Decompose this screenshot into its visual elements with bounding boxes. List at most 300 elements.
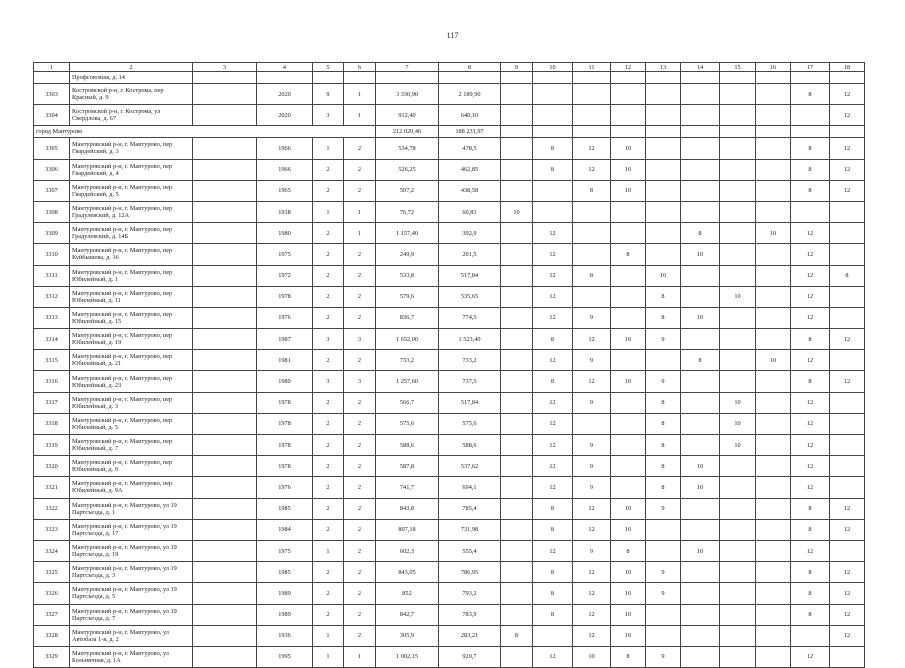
table-cell: 1975	[257, 244, 313, 265]
table-cell	[573, 286, 611, 307]
table-cell: 526,25	[376, 159, 439, 180]
table-cell	[720, 625, 756, 646]
table-cell: 2	[313, 307, 344, 328]
table-cell: 843,05	[376, 562, 439, 583]
table-cell: 9	[573, 540, 611, 561]
table-cell: 17	[791, 63, 830, 72]
table-cell	[681, 604, 720, 625]
table-cell: 3325	[34, 562, 70, 583]
table-cell: 1978	[257, 435, 313, 456]
table-cell	[756, 201, 791, 222]
table-row	[34, 646, 865, 667]
table-cell	[681, 159, 720, 180]
table-cell	[720, 604, 756, 625]
table-cell	[681, 84, 720, 105]
table-cell	[830, 435, 865, 456]
table-cell: Мантуровский р-н, г. Мантурово, ул 19 Партсъезда, д. 19	[70, 540, 193, 561]
table-cell	[501, 105, 533, 126]
table-cell	[611, 72, 646, 84]
table-cell: 8	[611, 244, 646, 265]
table-cell	[193, 540, 257, 561]
table-row	[34, 498, 865, 519]
table-cell	[830, 223, 865, 244]
table-cell	[756, 126, 791, 138]
table-cell: 8	[533, 138, 573, 159]
table-cell	[646, 72, 681, 84]
table-cell	[681, 583, 720, 604]
table-cell: 12	[533, 413, 573, 434]
table-cell: 12	[830, 604, 865, 625]
table-cell	[646, 159, 681, 180]
table-cell: Мантуровский р-н, г. Мантурово, ул Больничная, д. 1А	[70, 646, 193, 667]
table-cell: 3317	[34, 392, 70, 413]
table-cell: Мантуровский р-н, г. Мантурово, пер Градулевский, д. 14Б	[70, 223, 193, 244]
table-cell	[611, 392, 646, 413]
table-cell: 537,62	[439, 456, 501, 477]
table-cell	[646, 105, 681, 126]
table-cell	[193, 604, 257, 625]
table-cell: 1965	[257, 180, 313, 201]
table-cell	[720, 138, 756, 159]
table-cell: 2	[313, 498, 344, 519]
table-cell	[646, 625, 681, 646]
table-cell: 8	[533, 329, 573, 350]
table-cell: 12	[830, 498, 865, 519]
table-cell	[611, 307, 646, 328]
table-cell: 9	[646, 562, 681, 583]
table-cell	[501, 329, 533, 350]
table-cell: 774,5	[439, 307, 501, 328]
table-cell	[501, 604, 533, 625]
table-cell: 3	[313, 329, 344, 350]
table-cell	[573, 105, 611, 126]
table-cell: 1 157,40	[376, 223, 439, 244]
table-cell: 8	[573, 265, 611, 286]
table-cell	[501, 286, 533, 307]
table-cell	[646, 126, 681, 138]
table-cell: 535,65	[439, 286, 501, 307]
table-cell: 8	[681, 350, 720, 371]
table-cell: 1975	[257, 540, 313, 561]
table-cell: 1985	[257, 498, 313, 519]
table-cell	[756, 498, 791, 519]
table-cell: 12	[830, 159, 865, 180]
table-cell	[611, 265, 646, 286]
table-cell	[611, 350, 646, 371]
table-cell: 8	[533, 371, 573, 392]
table-cell: 737,5	[439, 371, 501, 392]
table-cell: 2	[344, 286, 376, 307]
table-row	[34, 625, 865, 646]
table-cell: 588,6	[376, 435, 439, 456]
table-cell: 785,4	[439, 498, 501, 519]
table-cell: 3313	[34, 307, 70, 328]
table-cell	[193, 201, 257, 222]
table-cell	[193, 105, 257, 126]
table-cell: 12	[533, 223, 573, 244]
table-cell	[681, 265, 720, 286]
table-cell: 1 002,15	[376, 646, 439, 667]
table-cell: 3312	[34, 286, 70, 307]
table-cell	[533, 72, 573, 84]
table-cell	[830, 244, 865, 265]
table-cell: Профсоюзная, д. 14	[70, 72, 193, 84]
table-cell	[830, 307, 865, 328]
table-cell: 3319	[34, 435, 70, 456]
table-cell	[646, 350, 681, 371]
table-cell	[501, 350, 533, 371]
table-cell: 2	[344, 413, 376, 434]
housing-register-table	[33, 62, 865, 668]
table-cell	[830, 350, 865, 371]
table-cell: 212 020,46	[376, 126, 439, 138]
table-cell: 1 523,40	[439, 329, 501, 350]
table-cell	[193, 307, 257, 328]
table-cell: 3303	[34, 84, 70, 105]
table-cell	[720, 223, 756, 244]
table-cell: 602,3	[376, 540, 439, 561]
table-cell: 3310	[34, 244, 70, 265]
table-cell: Мантуровский р-н, г. Мантурово, пер Гвардейский, д. 4	[70, 159, 193, 180]
table-cell	[720, 159, 756, 180]
table-cell: 2	[344, 625, 376, 646]
table-cell	[193, 519, 257, 540]
table-cell: 10	[611, 625, 646, 646]
table-cell: 8	[791, 329, 830, 350]
table-cell: 9	[646, 498, 681, 519]
table-cell	[681, 329, 720, 350]
table-cell: 534,78	[376, 138, 439, 159]
table-cell: 9	[646, 371, 681, 392]
table-cell: 3322	[34, 498, 70, 519]
table-cell: 10	[611, 583, 646, 604]
table-cell: 8	[681, 223, 720, 244]
table-cell: 3304	[34, 105, 70, 126]
table-cell: 8	[791, 84, 830, 105]
table-cell: 1	[313, 625, 344, 646]
table-cell	[756, 604, 791, 625]
table-cell: 3318	[34, 413, 70, 434]
table-cell: 2	[313, 413, 344, 434]
table-cell	[756, 392, 791, 413]
table-cell: 3305	[34, 138, 70, 159]
table-cell: 283,21	[439, 625, 501, 646]
table-cell: 843,8	[376, 498, 439, 519]
table-cell: 2	[344, 435, 376, 456]
table-cell	[501, 519, 533, 540]
table-cell: 2	[344, 456, 376, 477]
table-cell: 6	[344, 63, 376, 72]
table-cell: Мантуровский р-н, г. Мантурово, пер Юбилейный, д. 15	[70, 307, 193, 328]
table-cell: 12	[791, 646, 830, 667]
table-cell: 2	[344, 540, 376, 561]
table-cell: 8	[646, 286, 681, 307]
table-cell	[756, 456, 791, 477]
table-cell	[611, 435, 646, 456]
table-row	[34, 583, 865, 604]
table-cell: 3323	[34, 519, 70, 540]
table-row	[34, 435, 865, 456]
table-cell	[681, 392, 720, 413]
table-cell: 10	[720, 435, 756, 456]
table-cell: 575,6	[439, 413, 501, 434]
table-cell: 12	[830, 625, 865, 646]
table-cell	[646, 540, 681, 561]
table-cell: 1	[344, 84, 376, 105]
table-cell: 3	[193, 63, 257, 72]
table-cell: 8	[646, 477, 681, 498]
table-cell: 8	[533, 519, 573, 540]
table-cell	[720, 540, 756, 561]
table-cell	[756, 435, 791, 456]
table-cell: 2	[344, 180, 376, 201]
table-cell: 12	[573, 138, 611, 159]
table-cell: 2	[313, 435, 344, 456]
table-cell: 14	[681, 63, 720, 72]
table-cell	[791, 201, 830, 222]
table-cell	[193, 265, 257, 286]
table-cell	[756, 286, 791, 307]
table-cell	[501, 413, 533, 434]
table-cell: 9	[573, 307, 611, 328]
table-cell: 1966	[257, 138, 313, 159]
table-cell: 7	[376, 63, 439, 72]
table-cell: 10	[681, 540, 720, 561]
table-cell	[830, 286, 865, 307]
table-cell: 2	[313, 350, 344, 371]
table-cell: Мантуровский р-н, г. Мантурово, пер Градулевский, д. 12А	[70, 201, 193, 222]
table-cell	[720, 350, 756, 371]
table-cell: 10	[611, 159, 646, 180]
table-cell: 12	[830, 105, 865, 126]
table-cell: 588,6	[439, 435, 501, 456]
table-cell: 2	[313, 583, 344, 604]
table-cell: Мантуровский р-н, г. Мантурово, ул 19 Партсъезда, д. 3	[70, 562, 193, 583]
table-cell: 3327	[34, 604, 70, 625]
table-cell: 10	[720, 286, 756, 307]
table-cell: 1	[344, 223, 376, 244]
table-cell	[646, 604, 681, 625]
table-cell: 8	[533, 498, 573, 519]
table-cell: 1918	[257, 201, 313, 222]
table-cell: 12	[573, 371, 611, 392]
table-cell: 12	[533, 435, 573, 456]
table-cell: 2	[344, 244, 376, 265]
table-cell: 8	[501, 625, 533, 646]
table-cell	[193, 84, 257, 105]
table-cell	[720, 477, 756, 498]
table-cell: Мантуровский р-н, г. Мантурово, пер Юбилейный, д. 21	[70, 350, 193, 371]
table-cell: 1984	[257, 519, 313, 540]
table-cell: 2	[313, 456, 344, 477]
city-subtotal-row	[34, 126, 865, 138]
table-cell: 566,7	[376, 392, 439, 413]
table-cell: 2	[344, 350, 376, 371]
table-cell	[501, 159, 533, 180]
table-cell: 1989	[257, 604, 313, 625]
table-cell	[193, 159, 257, 180]
table-cell: 12	[533, 456, 573, 477]
table-cell: 1	[313, 201, 344, 222]
table-row	[34, 604, 865, 625]
table-cell: Мантуровский р-н, г. Мантурово, пер Юбилейный, д. 19	[70, 329, 193, 350]
table-cell	[501, 540, 533, 561]
table-cell	[756, 265, 791, 286]
table-cell: 2	[313, 604, 344, 625]
table-cell: 3320	[34, 456, 70, 477]
table-cell	[193, 646, 257, 667]
table-cell: 8	[791, 138, 830, 159]
table-cell: 12	[830, 138, 865, 159]
table-cell: 8	[646, 435, 681, 456]
table-cell: 733,2	[376, 350, 439, 371]
table-cell: 8	[791, 159, 830, 180]
table-row	[34, 84, 865, 105]
table-cell	[501, 583, 533, 604]
table-cell	[193, 72, 257, 84]
table-cell	[720, 519, 756, 540]
table-cell: 2	[313, 286, 344, 307]
table-cell: Мантуровский р-н, г. Мантурово, пер Юбилейный, д. 7	[70, 435, 193, 456]
table-cell: 2	[344, 583, 376, 604]
table-cell: 10	[611, 180, 646, 201]
table-cell	[193, 371, 257, 392]
table-cell	[193, 583, 257, 604]
table-cell: 1976	[257, 477, 313, 498]
table-row	[34, 138, 865, 159]
table-cell	[646, 84, 681, 105]
table-cell: 10	[611, 138, 646, 159]
table-cell: 1978	[257, 456, 313, 477]
table-cell: 1985	[257, 562, 313, 583]
table-cell: 1978	[257, 286, 313, 307]
table-cell	[573, 201, 611, 222]
table-cell: 12	[791, 307, 830, 328]
table-cell: 1	[344, 646, 376, 667]
table-cell: 9	[573, 456, 611, 477]
table-cell	[193, 456, 257, 477]
table-cell: 733,2	[439, 350, 501, 371]
table-cell	[720, 72, 756, 84]
table-cell	[720, 498, 756, 519]
table-cell: 1978	[257, 392, 313, 413]
table-cell	[830, 413, 865, 434]
table-cell: Мантуровский р-н, г. Мантурово, пер Юбилейный, д. 11	[70, 286, 193, 307]
table-cell: 2	[313, 562, 344, 583]
table-cell	[257, 72, 313, 84]
table-cell: Костромской р-н, г. Кострома, пер Красный, д. 9	[70, 84, 193, 105]
table-cell: Мантуровский р-н, г. Мантурово, пер Юбилейный, д. 3	[70, 392, 193, 413]
table-cell: 8	[791, 562, 830, 583]
table-cell: 8	[830, 265, 865, 286]
table-cell: 852	[376, 583, 439, 604]
table-cell: 12	[830, 180, 865, 201]
table-cell	[501, 72, 533, 84]
table-cell	[501, 307, 533, 328]
table-cell: 18	[830, 63, 865, 72]
table-cell: 2	[344, 477, 376, 498]
table-cell: 12	[533, 646, 573, 667]
table-cell	[533, 84, 573, 105]
table-cell: Мантуровский р-н, г. Мантурово, ул 19 Партсъезда, д. 5	[70, 583, 193, 604]
table-cell	[756, 540, 791, 561]
table-cell: Мантуровский р-н, г. Мантурово, ул 19 Партсъезда, д. 17	[70, 519, 193, 540]
table-cell: 1966	[257, 159, 313, 180]
table-cell	[756, 105, 791, 126]
table-cell	[501, 392, 533, 413]
table-cell: Мантуровский р-н, г. Мантурово, пер Юбилейный, д. 5	[70, 413, 193, 434]
table-cell: 12	[791, 265, 830, 286]
table-cell	[193, 562, 257, 583]
table-cell	[756, 307, 791, 328]
table-cell: 12	[791, 413, 830, 434]
table-cell: 1995	[257, 646, 313, 667]
table-cell: 1976	[257, 307, 313, 328]
table-cell: 2	[313, 477, 344, 498]
table-cell	[756, 625, 791, 646]
table-cell	[501, 498, 533, 519]
table-cell: 9	[646, 329, 681, 350]
table-cell	[501, 84, 533, 105]
table-cell	[646, 138, 681, 159]
table-cell: 555,4	[439, 540, 501, 561]
table-cell: 10	[611, 498, 646, 519]
table-cell	[193, 329, 257, 350]
table-row	[34, 223, 865, 244]
table-cell	[501, 138, 533, 159]
table-cell: 12	[791, 286, 830, 307]
table-cell: 533,8	[376, 265, 439, 286]
table-cell	[681, 371, 720, 392]
table-cell	[533, 126, 573, 138]
table-cell	[756, 72, 791, 84]
table-cell: 579,6	[376, 286, 439, 307]
table-cell: 12	[791, 456, 830, 477]
table-cell: 10	[611, 562, 646, 583]
table-cell: 12	[533, 350, 573, 371]
table-cell: 12	[533, 540, 573, 561]
table-cell: 3321	[34, 477, 70, 498]
table-cell: 836,7	[376, 307, 439, 328]
table-cell	[193, 498, 257, 519]
table-cell: 10	[611, 604, 646, 625]
table-cell	[193, 625, 257, 646]
table-cell: 2	[344, 562, 376, 583]
continued-row	[34, 72, 865, 84]
table-cell	[344, 72, 376, 84]
table-cell: 2	[313, 519, 344, 540]
table-cell: 1	[344, 201, 376, 222]
table-cell	[193, 180, 257, 201]
table-cell	[501, 477, 533, 498]
table-cell: 13	[646, 63, 681, 72]
table-cell	[646, 519, 681, 540]
table-cell	[501, 126, 533, 138]
table-cell	[681, 126, 720, 138]
table-cell: 12	[791, 477, 830, 498]
table-cell: Костромской р-н, г. Кострома, ул Свердлова, д. 67	[70, 105, 193, 126]
table-cell: Мантуровский р-н, г. Мантурово, пер Юбилейный, д. 1	[70, 265, 193, 286]
table-cell	[193, 350, 257, 371]
table-cell: 12	[611, 63, 646, 72]
table-cell	[720, 371, 756, 392]
table-cell	[720, 126, 756, 138]
table-cell	[720, 456, 756, 477]
table-cell: 9	[573, 350, 611, 371]
table-row	[34, 540, 865, 561]
table-cell	[573, 126, 611, 138]
table-cell: 76,72	[376, 201, 439, 222]
